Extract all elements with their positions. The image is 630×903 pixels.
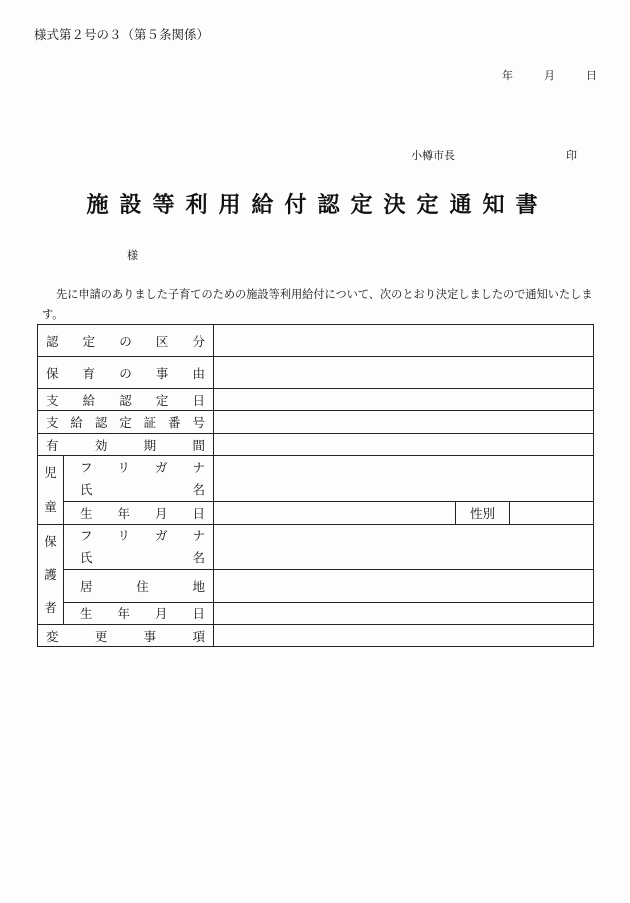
row-valid-period [38,434,594,456]
date-year-label: 年 [502,69,513,82]
row-changes [38,625,594,647]
label-valid-period: 有 効 期 間 [46,437,205,453]
value-guardian-address[interactable] [214,570,594,602]
value-child-birthdate[interactable] [214,502,456,525]
label-guardian-name: 氏 名 [80,550,206,566]
label-cert-category: 認 定 の 区 分 [46,333,206,349]
row-cert-number [38,411,594,434]
mayor-title: 小樽市長 [411,149,455,162]
row-child-birthdate [38,502,594,525]
label-gender: 性別 [456,502,510,525]
label-child-group: 児 童 [38,456,64,525]
row-guardian-address [38,570,594,602]
label-guardian-birthdate: 生 年 月 日 [80,606,206,622]
label-guardian-group: 保 護 者 [38,525,64,625]
row-guardian-name [38,525,594,570]
label-cert-number: 支 給 認 定 証 番 号 [46,415,205,430]
form-number: 様式第２号の３（第５条関係） [34,27,210,42]
label-child-name: 氏 名 [80,481,206,497]
row-payment-cert-date [38,389,594,411]
label-care-reason: 保 育 の 事 由 [46,365,206,381]
value-changes[interactable] [214,625,594,647]
value-valid-period[interactable] [214,434,594,456]
row-care-reason [38,357,594,389]
label-changes: 変 更 事 項 [46,628,205,644]
value-payment-cert-date[interactable] [214,389,594,411]
value-gender[interactable] [510,502,594,525]
label-child-furigana: フ リ ガ ナ [80,459,206,475]
label-child-birthdate: 生 年 月 日 [80,506,206,522]
row-child-name [38,456,594,502]
value-child-name[interactable] [214,456,594,502]
value-guardian-birthdate[interactable] [214,602,594,624]
value-guardian-name[interactable] [214,525,594,570]
label-payment-cert-date: 支 給 認 定 日 [46,392,206,408]
row-guardian-birthdate [38,602,594,624]
label-guardian-furigana: フ リ ガ ナ [80,528,206,544]
row-cert-category [38,325,594,357]
certification-table [37,324,594,647]
date-line [502,67,597,83]
value-cert-number[interactable] [214,411,594,434]
label-guardian-address: 居 住 地 [80,579,206,595]
value-cert-category[interactable] [214,325,594,357]
seal-mark: 印 [566,149,577,162]
date-day-label: 日 [586,69,597,82]
date-month-label: 月 [544,69,555,82]
value-care-reason[interactable] [214,357,594,389]
document-title: 施設等利用給付認定決定通知書 [86,192,549,218]
intro-text: 先に申請のありました子育てのための施設等利用給付について、次のとおり決定しましたので通知いたします。 [42,288,593,321]
addressee-suffix: 様 [127,249,138,262]
